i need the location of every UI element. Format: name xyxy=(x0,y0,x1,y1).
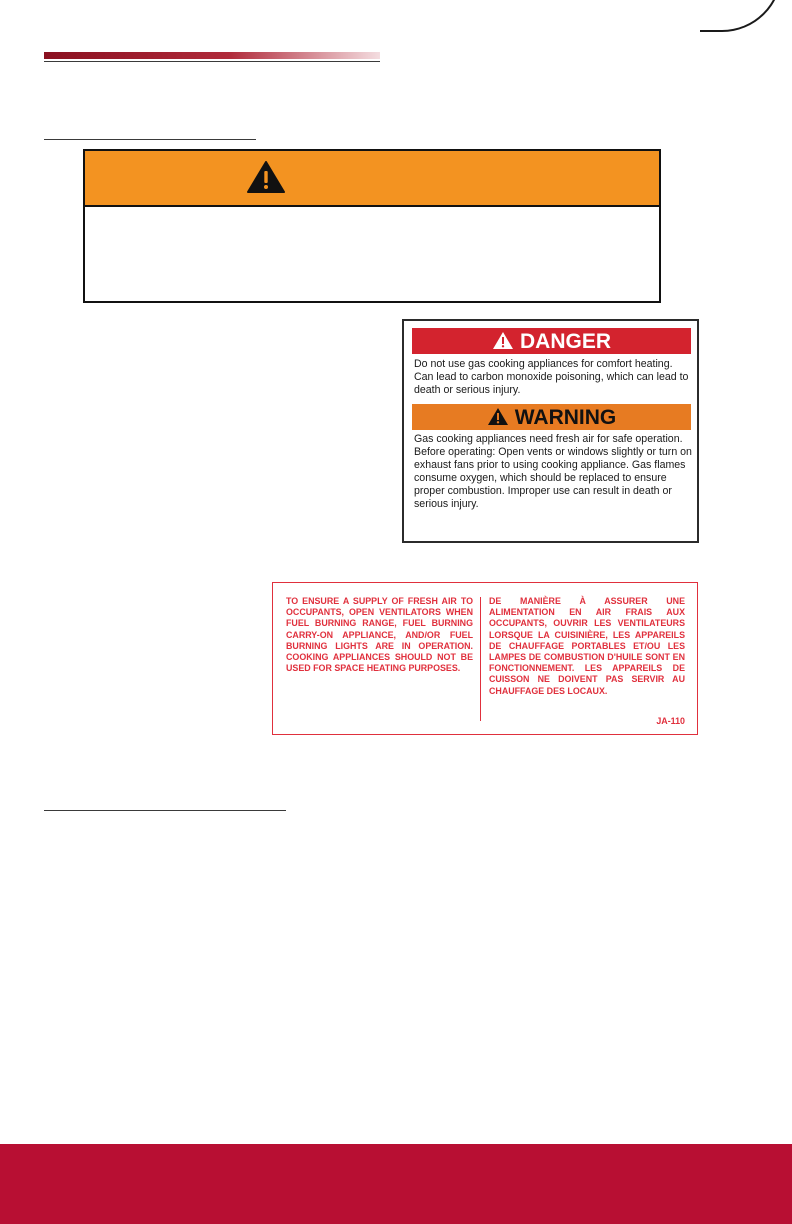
warning-text: Gas cooking appliances need fresh air for safe operation. Before operating: Open vents or windows slightly or turn on exhaust fans prior to using cooking appliance. Gas flames consume oxygen, which should be replaced to ensure proper combustion. Improper use can result in death or serious injury. xyxy=(414,433,692,510)
danger-text: Do not use gas cooking appliances for comfort heating. Can lead to carbon monoxide poisoning, which can lead to death or serious injury. xyxy=(414,358,689,396)
danger-heading-bar xyxy=(412,328,691,354)
section-heading-rule-2 xyxy=(44,810,286,811)
warning-triangle-icon xyxy=(246,160,286,194)
caution-header xyxy=(85,151,659,207)
ventilation-text-english: TO ENSURE A SUPPLY OF FRESH AIR TO OCCUPANTS, OPEN VENTILATORS WHEN FUEL BURNING RANGE, FUEL BURNING CARRY-ON APPLIANCE, AND/OR FUEL BURNING LIGHTS ARE IN OPERATION. COOKING APPLIANCES SHOULD NOT BE USED FOR SPACE HEATING PURPOSES. xyxy=(286,596,473,674)
label-divider xyxy=(480,597,481,721)
danger-warning-label xyxy=(402,319,699,543)
title-underline xyxy=(44,61,380,62)
section-heading-rule-1 xyxy=(44,139,256,140)
warning-heading: WARNING xyxy=(514,406,617,429)
page-corner-mark xyxy=(700,0,782,32)
caution-box xyxy=(83,149,661,303)
warning-heading-bar xyxy=(412,404,691,430)
danger-triangle-icon xyxy=(492,331,514,350)
label-code: JA-110 xyxy=(656,716,685,726)
danger-heading: DANGER xyxy=(519,330,611,353)
title-gradient-bar xyxy=(44,52,380,59)
ventilation-label-bilingual xyxy=(272,582,698,735)
ventilation-text-french: DE MANIÈRE À ASSURER UNE ALIMENTATION EN AIR FRAIS AUX OCCUPANTS, OUVRIR LES VENTILATEURS LORSQUE LA CUISINIÈRE, LES APPAREILS DE CHAUFFAGE PORTABLES ET/OU LES LAMPES DE COMBUSTION D'HUILE SONT EN FONCTIONNEMENT. LES APPAREILS DE CUISSON NE DOIVENT PAS SERVIR AU CHAUFFAGE DES LOCAUX. xyxy=(489,596,685,696)
warning-label-triangle-icon xyxy=(487,407,509,426)
footer-band xyxy=(0,1144,792,1224)
